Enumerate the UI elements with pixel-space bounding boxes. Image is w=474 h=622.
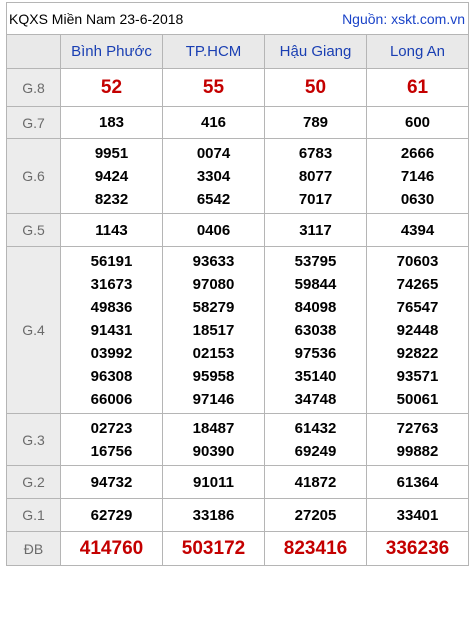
- prize-cell: [163, 466, 265, 499]
- prize-row-g5: [7, 214, 469, 247]
- prize-cell: [367, 139, 469, 214]
- prize-number: 61432: [294, 419, 337, 437]
- prize-row-g6: [7, 139, 469, 214]
- source-link[interactable]: xskt.com.vn: [391, 10, 466, 27]
- prize-cell: [61, 499, 163, 532]
- prize-cell: [367, 414, 469, 466]
- prize-number: 414760: [79, 538, 144, 559]
- prize-number: 3117: [299, 221, 332, 239]
- prize-cell: [163, 214, 265, 247]
- prize-cell: [265, 107, 367, 139]
- prize-number: 6783: [298, 144, 333, 162]
- prize-number: 600: [404, 114, 431, 131]
- title-row: [7, 3, 469, 35]
- prize-number: 69249: [294, 442, 337, 460]
- prize-label: G.3: [7, 414, 61, 466]
- province-header-row: [7, 35, 469, 69]
- prize-row-g1: [7, 499, 469, 532]
- prize-cell: [367, 69, 469, 107]
- source-label: Nguồn:: [342, 10, 388, 27]
- prize-cell: [61, 466, 163, 499]
- prize-number: 9951: [94, 144, 129, 162]
- prize-number: 0074: [196, 144, 231, 162]
- prize-number: 97536: [294, 344, 337, 362]
- prize-label: G.6: [7, 139, 61, 214]
- prize-number: 03992: [90, 344, 133, 362]
- prize-label: G.4: [7, 247, 61, 414]
- prize-row-g8: [7, 69, 469, 107]
- prize-number: 90390: [192, 442, 235, 460]
- prize-cell: [163, 139, 265, 214]
- prize-cell: [61, 414, 163, 466]
- prize-number: 16756: [90, 442, 133, 460]
- prize-number: 62729: [90, 506, 133, 524]
- prize-number: 0630: [400, 190, 435, 208]
- prize-number: 336236: [385, 538, 450, 559]
- prize-row-g2: [7, 466, 469, 499]
- prize-number: 55: [202, 77, 225, 98]
- province-header[interactable]: TP.HCM: [163, 35, 265, 69]
- prize-number: 8232: [94, 190, 129, 208]
- prize-number: 183: [98, 114, 125, 131]
- prize-cell: [367, 466, 469, 499]
- prize-cell: [61, 69, 163, 107]
- prize-number: 66006: [90, 390, 133, 408]
- prize-row-special: [7, 532, 469, 566]
- prize-number: 35140: [294, 367, 337, 385]
- prize-number: 34748: [294, 390, 337, 408]
- prize-number: 84098: [294, 298, 337, 316]
- prize-number: 59844: [294, 275, 337, 293]
- prize-number: 7017: [298, 190, 333, 208]
- prize-number: 74265: [396, 275, 439, 293]
- page-title: KQXS Miền Nam 23-6-2018: [7, 3, 265, 35]
- prize-cell: [367, 247, 469, 414]
- prize-number: 02723: [90, 419, 133, 437]
- prize-number: 18487: [192, 419, 235, 437]
- prize-number: 416: [200, 114, 227, 131]
- prize-number: 3304: [196, 167, 231, 185]
- prize-number: 92448: [396, 321, 439, 339]
- prize-number: 789: [302, 114, 329, 131]
- prize-number: 49836: [90, 298, 133, 316]
- prize-cell: [367, 532, 469, 566]
- prize-number: 823416: [283, 538, 348, 559]
- prize-cell: [367, 107, 469, 139]
- prize-number: 31673: [90, 275, 133, 293]
- prize-number: 99882: [396, 442, 439, 460]
- prize-cell: [163, 532, 265, 566]
- prize-row-g3: [7, 414, 469, 466]
- prize-number: 61: [406, 77, 429, 98]
- prize-number: 41872: [294, 473, 337, 491]
- province-header[interactable]: Hậu Giang: [265, 35, 367, 69]
- prize-cell: [265, 532, 367, 566]
- prize-number: 91011: [193, 473, 234, 491]
- prize-number: 93571: [396, 367, 439, 385]
- prize-cell: [61, 247, 163, 414]
- prize-number: 9424: [94, 167, 129, 185]
- prize-cell: [61, 139, 163, 214]
- prize-cell: [265, 247, 367, 414]
- prize-number: 97146: [192, 390, 235, 408]
- prize-number: 50061: [396, 390, 439, 408]
- prize-number: 95958: [192, 367, 235, 385]
- province-header[interactable]: Bình Phước: [61, 35, 163, 69]
- prize-number: 61364: [396, 473, 439, 491]
- prize-number: 97080: [192, 275, 235, 293]
- prize-number: 58279: [192, 298, 235, 316]
- prize-number: 52: [100, 77, 123, 98]
- prize-number: 94732: [90, 473, 133, 491]
- prize-number: 18517: [192, 321, 235, 339]
- prize-number: 4394: [400, 221, 435, 239]
- header-corner: [7, 35, 61, 69]
- prize-cell: [265, 499, 367, 532]
- prize-cell: [61, 532, 163, 566]
- prize-cell: [61, 107, 163, 139]
- prize-number: 02153: [192, 344, 235, 362]
- prize-label: G.1: [7, 499, 61, 532]
- prize-number: 70603: [396, 252, 439, 270]
- prize-number: 503172: [181, 538, 246, 559]
- prize-label: ĐB: [7, 532, 61, 566]
- prize-number: 91431: [90, 321, 133, 339]
- prize-number: 33186: [192, 506, 235, 524]
- prize-cell: [265, 414, 367, 466]
- prize-label: G.8: [7, 69, 61, 107]
- prize-number: 63038: [294, 321, 337, 339]
- prize-number: 6542: [196, 190, 231, 208]
- prize-label: G.2: [7, 466, 61, 499]
- province-header[interactable]: Long An: [367, 35, 469, 69]
- prize-number: 72763: [396, 419, 439, 437]
- prize-cell: [265, 466, 367, 499]
- prize-number: 33401: [396, 506, 439, 524]
- prize-number: 96308: [90, 367, 133, 385]
- lottery-results-table: [6, 2, 469, 566]
- prize-number: 27205: [294, 506, 337, 524]
- prize-number: 1143: [95, 221, 128, 239]
- prize-cell: [163, 107, 265, 139]
- prize-row-g7: [7, 107, 469, 139]
- prize-number: 0406: [196, 221, 231, 239]
- prize-cell: [163, 499, 265, 532]
- prize-number: 8077: [298, 167, 333, 185]
- prize-cell: [163, 247, 265, 414]
- prize-number: 76547: [396, 298, 439, 316]
- prize-number: 93633: [192, 252, 235, 270]
- prize-number: 50: [304, 77, 327, 98]
- prize-label: G.7: [7, 107, 61, 139]
- prize-number: 53795: [294, 252, 337, 270]
- prize-cell: [367, 214, 469, 247]
- prize-number: 56191: [90, 252, 133, 270]
- prize-number: 7146: [400, 167, 435, 185]
- prize-cell: [61, 214, 163, 247]
- prize-row-g4: [7, 247, 469, 414]
- prize-cell: [265, 214, 367, 247]
- prize-cell: [367, 499, 469, 532]
- prize-cell: [265, 139, 367, 214]
- prize-number: 2666: [400, 144, 435, 162]
- prize-cell: [265, 69, 367, 107]
- source-info: [265, 3, 469, 35]
- prize-number: 92822: [396, 344, 439, 362]
- prize-label: G.5: [7, 214, 61, 247]
- prize-cell: [163, 69, 265, 107]
- prize-cell: [163, 414, 265, 466]
